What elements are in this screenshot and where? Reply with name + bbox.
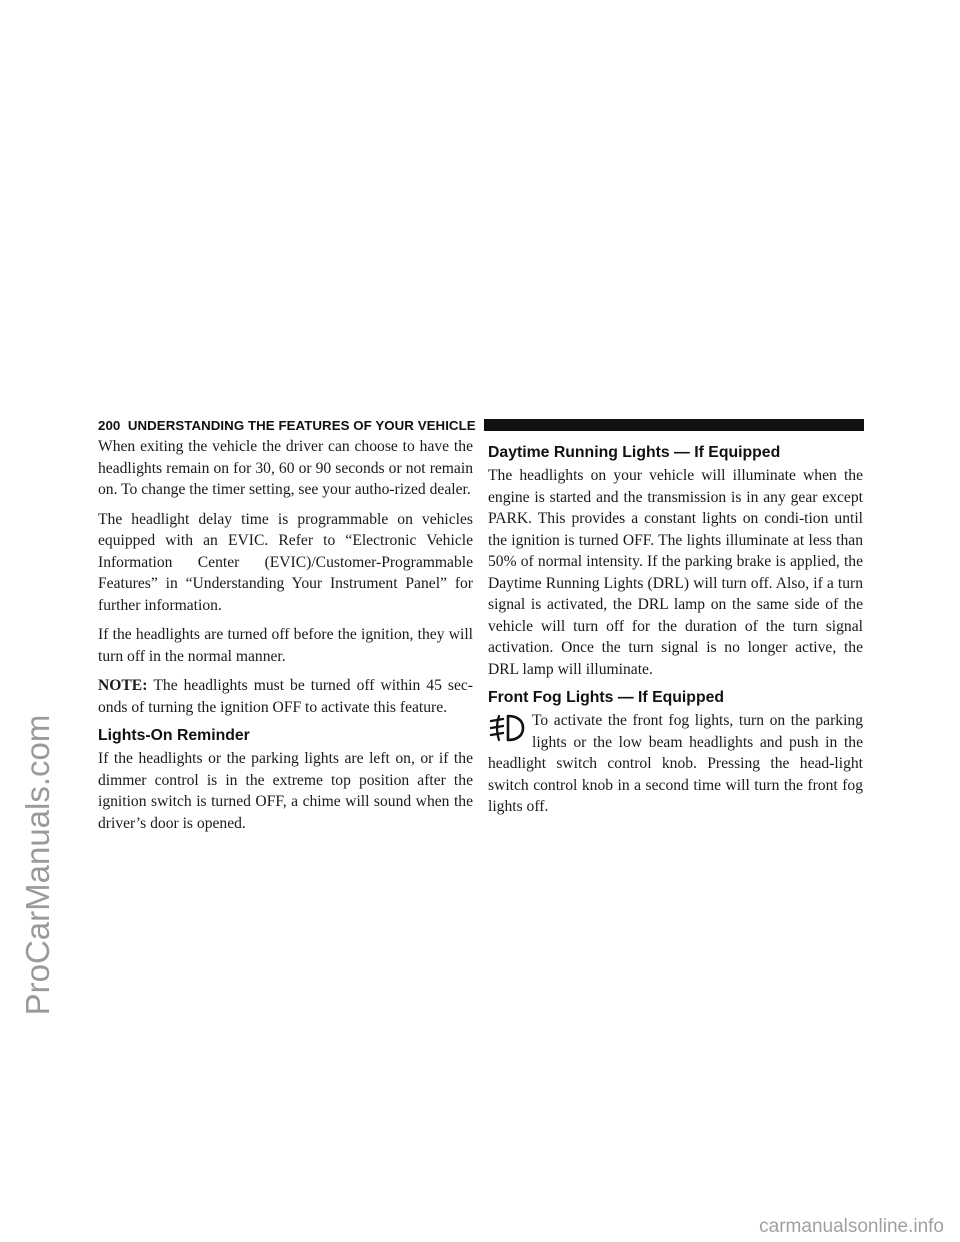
heading-lights-on-reminder: Lights-On Reminder: [98, 727, 250, 744]
page-header-text: [98, 418, 476, 433]
bottom-watermark: carmanualsonline.info: [759, 1216, 944, 1237]
page-header: [98, 416, 864, 434]
paragraph-turn-off: If the headlights are turned off before the ignition, they will turn off in the normal manner.: [98, 626, 473, 665]
paragraph-evic: The headlight delay time is programmable on vehicles equipped with an EVIC. Refer to “Electronic Vehicle Information Center (EVIC)/Customer-Programmable Features” in “Understanding Your Instrument Panel” for further information.: [98, 510, 473, 614]
front-fog-light-icon: [488, 712, 528, 746]
note-text: The headlights must be turned off within 45 sec-onds of turning the ignition OFF to activate this feature.: [98, 677, 473, 716]
heading-front-fog-lights: Front Fog Lights — If Equipped: [488, 689, 725, 706]
paragraph-reminder: If the headlights or the parking lights are left on, or if the dimmer control is in the extreme top position after the ignition switch is turned OFF, a chime will sound when the driver’s door is opened.: [98, 750, 473, 832]
heading-daytime-running-lights: Daytime Running Lights — If Equipped: [488, 444, 781, 461]
fog-text: To activate the front fog lights, turn on the parking lights or the low beam headlights and push in the headlight switch control knob. Pressing the head-light switch control knob in a second time will turn the front fog lights off.: [488, 712, 863, 815]
section-title: UNDERSTANDING THE FEATURES OF YOUR VEHICLE: [127, 417, 476, 433]
note-paragraph: [98, 675, 473, 718]
right-column: [488, 436, 863, 826]
left-column: [98, 436, 473, 842]
header-rule: [484, 419, 864, 431]
side-watermark: ProCarManuals.com: [19, 714, 56, 1016]
paragraph-fog: [488, 710, 863, 818]
page-number: 200: [98, 417, 121, 433]
paragraph-drl: The headlights on your vehicle will illuminate when the engine is started and the transmission is in any gear except PARK. This provides a constant lights on condi-tion until the ignition is turned OFF. The lights illuminate at less than 50% of normal intensity. If the parking brake is applied, the Daytime Running Lights (DRL) will turn off. Also, if a turn signal is activated, the DRL lamp on the same side of the vehicle will turn off for the duration of the turn signal activation. Once the turn signal is no longer active, the DRL lamp will illuminate.: [488, 467, 863, 678]
note-label: NOTE:: [98, 677, 148, 694]
paragraph-exit-delay: When exiting the vehicle the driver can choose to have the headlights remain on for 30, 60 or 90 seconds or not remain on. To change the timer setting, see your autho-rized dealer.: [98, 438, 473, 498]
